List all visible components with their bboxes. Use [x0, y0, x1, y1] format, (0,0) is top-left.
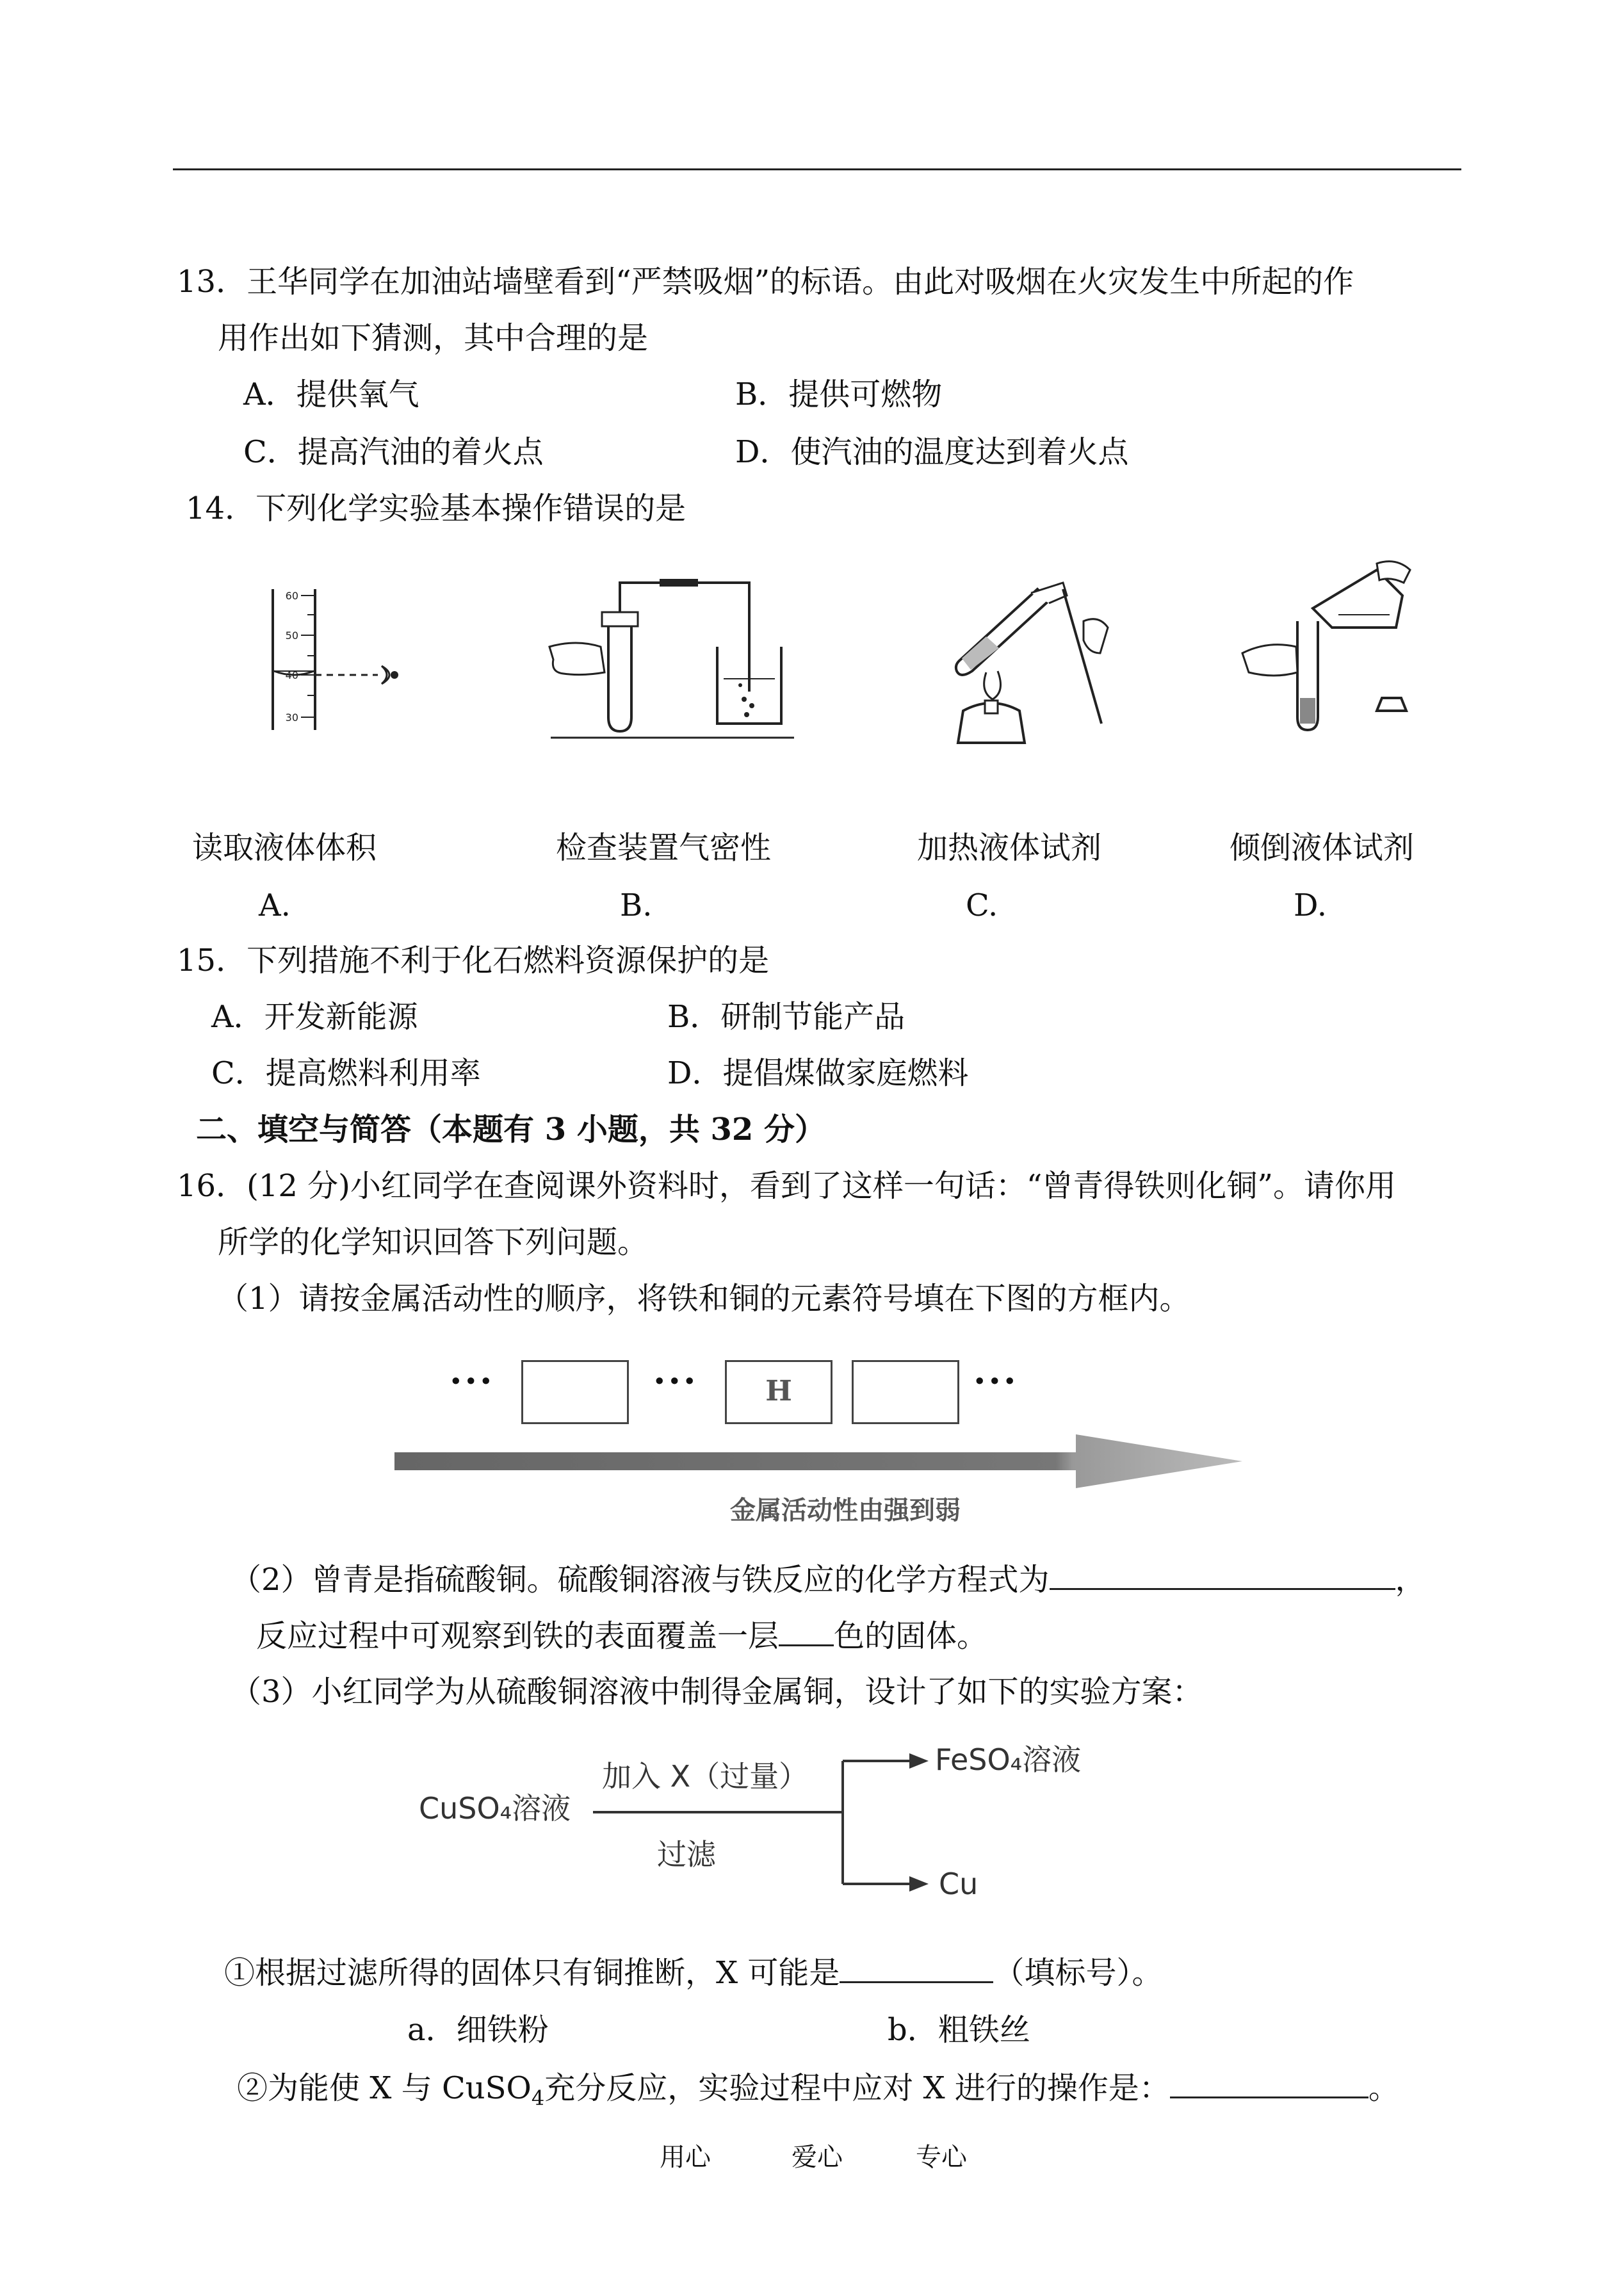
footer-word-2: 爱心: [792, 2143, 843, 2172]
operation-blank[interactable]: [1170, 2068, 1368, 2098]
experiment-flow: [416, 1716, 1121, 1902]
equation-blank[interactable]: [1050, 1560, 1395, 1590]
color-blank[interactable]: [779, 1616, 834, 1646]
q16-sub1-option-b: b．粗铁丝: [888, 2012, 1030, 2048]
q16-stem-line2: 所学的化学知识回答下列问题。: [218, 1224, 649, 1260]
q13-option-b: B．提供可燃物: [735, 377, 943, 412]
hand-icon: [1242, 645, 1297, 676]
q15-option-d: D．提倡煤做家庭燃料: [667, 1055, 969, 1091]
q16-part2-line1: （2）曾青是指硫酸铜。硫酸铜溶液与铁反应的化学方程式为 ，: [231, 1560, 1426, 1599]
hand-icon: [549, 643, 605, 675]
figure-d-pour-liquid: [1236, 557, 1428, 749]
q14-caption-b: 检查装置气密性: [556, 830, 772, 866]
flow-step-top: 加入 X（过量）: [602, 1759, 809, 1794]
q14-letter-a: A.: [259, 888, 291, 923]
q15-stem: 15．下列措施不利于化石燃料资源保护的是: [177, 943, 770, 978]
footer-word-1: 用心: [660, 2143, 711, 2172]
x-identity-blank[interactable]: [840, 1953, 993, 1983]
q16-part3: （3）小红同学为从硫酸铜溶液中制得金属铜，设计了如下的实验方案：: [231, 1674, 1203, 1710]
q16-stem-line1: 16．(12 分)小红同学在查阅课外资料时，看到了这样一句话：“曾青得铁则化铜”。请你用: [177, 1168, 1396, 1204]
q16-part1: （1）请按金属活动性的顺序，将铁和铜的元素符号填在下图的方框内。: [218, 1281, 1190, 1317]
q14-letter-c: C.: [966, 888, 998, 923]
series-dots-left: ···: [450, 1360, 495, 1402]
q13-option-a: A．提供氧气: [243, 377, 419, 412]
flow-start: CuSO₄溶液: [419, 1791, 571, 1826]
q13-stem-line2: 用作出如下猜测，其中合理的是: [218, 320, 649, 356]
q16-part2-text: （2）曾青是指硫酸铜。硫酸铜溶液与铁反应的化学方程式为: [231, 1562, 1050, 1598]
q16-part2-line2: 反应过程中可观察到铁的表面覆盖一层 色的固体。: [256, 1616, 987, 1655]
figure-c-heat-liquid: [935, 564, 1127, 749]
q14-letter-b: B.: [620, 888, 653, 923]
footer-word-3: 专心: [916, 2143, 967, 2172]
q14-caption-d: 倾倒液体试剂: [1230, 830, 1415, 866]
activity-arrow: [384, 1432, 1249, 1528]
cylinder-tick-50: 50: [285, 629, 298, 642]
q14-letter-d: D.: [1294, 888, 1328, 923]
q13-option-c: C．提高汽油的着火点: [243, 434, 544, 470]
flow-output-filtrate: FeSO₄溶液: [935, 1742, 1082, 1777]
answer-box-1[interactable]: [521, 1360, 629, 1424]
series-dots-right: ···: [973, 1360, 1019, 1402]
q14-caption-a: 读取液体体积: [192, 830, 377, 866]
activity-arrow-label: 金属活动性由强到弱: [730, 1496, 961, 1525]
q15-option-a: A．开发新能源: [211, 999, 418, 1035]
q14-stem: 14．下列化学实验基本操作错误的是: [186, 491, 686, 526]
figure-b-airtightness: [538, 564, 794, 749]
flow-output-solid: Cu: [939, 1867, 978, 1901]
q16-sub1-option-a: a．细铁粉: [407, 2012, 549, 2048]
eye-icon: [382, 666, 389, 684]
q16-sub2: ②为能使 X 与 CuSO$_4$充分反应，实验过程中应对 X 进行的操作是： 。: [237, 2068, 1399, 2118]
answer-box-2[interactable]: [852, 1360, 959, 1424]
q16-sub1: ①根据过滤所得的固体只有铜推断，X 可能是 （填标号）。: [224, 1953, 1162, 1992]
series-dots-mid: ···: [653, 1360, 699, 1402]
q15-option-b: B．研制节能产品: [667, 999, 905, 1035]
cylinder-tick-40: 40: [285, 669, 298, 681]
header-rule: [173, 168, 1461, 170]
flow-step-bottom: 过滤: [657, 1837, 716, 1872]
cylinder-tick-30: 30: [285, 711, 298, 724]
figure-a-read-volume: [243, 576, 423, 743]
section-2-heading: 二、填空与简答（本题有 3 小题，共 32 分）: [196, 1112, 826, 1148]
cylinder-tick-60: 60: [285, 590, 298, 602]
q14-caption-c: 加热液体试剂: [917, 830, 1102, 866]
q13-stem-line1: 13．王华同学在加油站墙壁看到“严禁吸烟”的标语。由此对吸烟在火灾发生中所起的作: [177, 264, 1354, 300]
q15-option-c: C．提高燃料利用率: [211, 1055, 481, 1091]
hydrogen-box: H: [725, 1360, 832, 1424]
q13-option-d: D．使汽油的温度达到着火点: [735, 434, 1129, 470]
hand-icon: [1084, 619, 1108, 653]
bottle-stopper-icon: [1377, 698, 1406, 711]
